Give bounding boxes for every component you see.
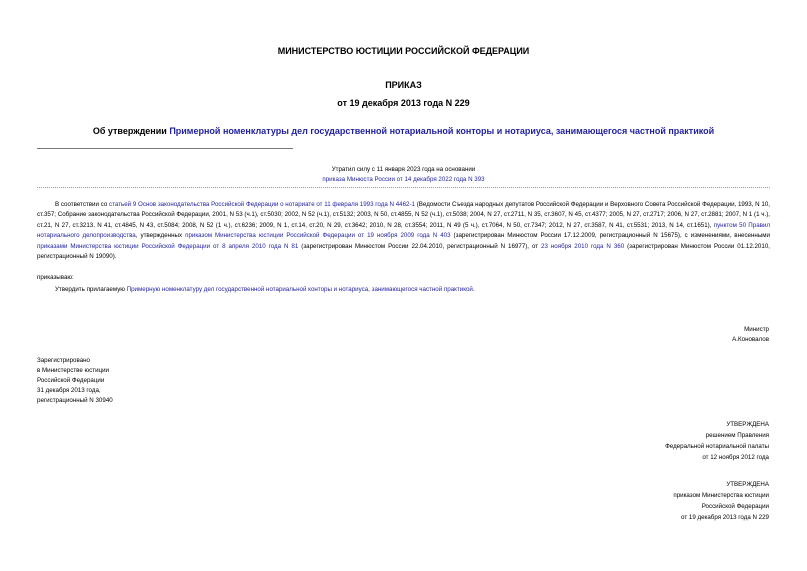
signatory-role: Министр — [744, 326, 769, 333]
registration-block — [37, 356, 113, 406]
approval-line: от 19 декабря 2013 года N 229 — [681, 514, 769, 521]
lost-force-text: Утратил силу с 11 января 2023 года на основании — [331, 166, 476, 173]
registration-line: в Министерстве юстиции — [37, 367, 110, 374]
approve-text-a: Утвердить прилагаемую — [55, 286, 127, 293]
approve-text-b: . — [472, 286, 475, 293]
link-article-9[interactable]: статьей 9 Основ законодательства Российской Федерации о нотариате от 11 февраля 1993 года N 4462-1 — [109, 201, 415, 208]
registration-line: Зарегистрировано — [37, 357, 90, 364]
document-title — [0, 126, 807, 136]
p1-text-f: (зарегистрирован Минюстом России 01.12.2010, регистрационный N 19090). — [37, 242, 770, 261]
link-order-403[interactable]: приказом Министерства юстиции Российской Федерации от 19 ноября 2009 года N 403 — [185, 232, 451, 240]
divider-short — [37, 148, 293, 149]
p1-text-a: В соответствии со — [55, 201, 110, 208]
registration-line: 31 декабря 2013 года, — [37, 387, 101, 394]
orders-label: приказываю: — [37, 274, 74, 281]
approval-line: УТВЕРЖДЕНА — [726, 421, 769, 428]
p1-text-b: (Ведомости Съезда народных депутатов Российской Федерации и Верховного Совета Российской Федерации, 1993, N 10, ст.357; Собрание законодательства Российской Федерации, 2001, N 53 (ч.1), ст.5030; 2002, N 52 (ч.1), ст.5132; 2003, N 50, ст.4855, N 52 (ч.1), ст.5038; 2004, N 27, ст.2711, N 35, ст.3607, N 45, ст.4377; 2005, N 27, ст.2717; 2006, N 27, ст.2881; 2007, N 1 (1 ч.), ст.21, N 27, ст.3213, N 41, ст.4845, N 43, ст.5084; 2008, N 52 (1 ч.), ст.6236; 2009, N 1, ст.14, ст.20, N 29, ст.3642; 2010, N 28, ст.3554; 2011, N 49 (5 ч.), ст.7064, N 50, ст.7347; 2012, N 27, ст.3587, N 41, ст.5531; 2013, N 14, ст.1651), — [37, 201, 770, 229]
ministry-heading: МИНИСТЕРСТВО ЮСТИЦИИ РОССИЙСКОЙ ФЕДЕРАЦИИ — [277, 46, 530, 56]
approval-line: решением Правления — [705, 432, 769, 439]
order-date: от 19 декабря 2013 года N 229 — [337, 98, 470, 108]
approval-line: от 12 ноября 2012 года — [702, 454, 769, 461]
signatory-name: А.Коновалов — [732, 336, 769, 343]
p1-text-e: (зарегистрирован Минюстом России 22.04.2010, регистрационный N 16977), от — [298, 242, 542, 250]
status-note — [0, 165, 807, 185]
approval-line: Федеральной нотариальной палаты — [665, 443, 769, 450]
approve-paragraph — [55, 285, 475, 295]
p1-text-c: , утвержденных — [135, 232, 186, 240]
divider-long — [37, 187, 770, 188]
approval-block-ministry — [673, 480, 769, 524]
registration-line: Российской Федерации — [37, 377, 105, 384]
link-order-360[interactable]: 23 ноября 2010 года N 360 — [541, 242, 625, 250]
approval-line: приказом Министерства юстиции — [673, 492, 769, 499]
order-heading: ПРИКАЗ — [385, 80, 422, 90]
approval-block-chamber — [665, 420, 769, 464]
registration-line: регистрационный N 30940 — [37, 397, 113, 404]
link-order-81[interactable]: приказами Министерства юстиции Российской Федерации от 8 апреля 2010 года N 81 — [37, 242, 299, 250]
preamble-paragraph — [37, 200, 770, 262]
p1-text-d: (зарегистрирован Минюстом России 17.12.2009, регистрационный N 15675), с изменениями, внесенными — [450, 232, 770, 240]
approve-link[interactable]: Примерную номенклатуру дел государственной нотариальной конторы и нотариуса, занимающегося частной практикой — [126, 286, 473, 293]
title-prefix: Об утверждении — [92, 126, 170, 136]
approval-line: УТВЕРЖДЕНА — [726, 481, 769, 488]
approval-line: Российской Федерации — [701, 503, 769, 510]
title-link[interactable]: Примерной номенклатуры дел государственной нотариальной конторы и нотариуса, занимающегося частной практикой — [169, 126, 715, 136]
lost-force-link[interactable]: приказа Минюста России от 14 декабря 2022 года N 393 — [322, 176, 485, 183]
link-point-50[interactable]: пунктом 50 Правил нотариального делопроизводства — [37, 221, 770, 240]
